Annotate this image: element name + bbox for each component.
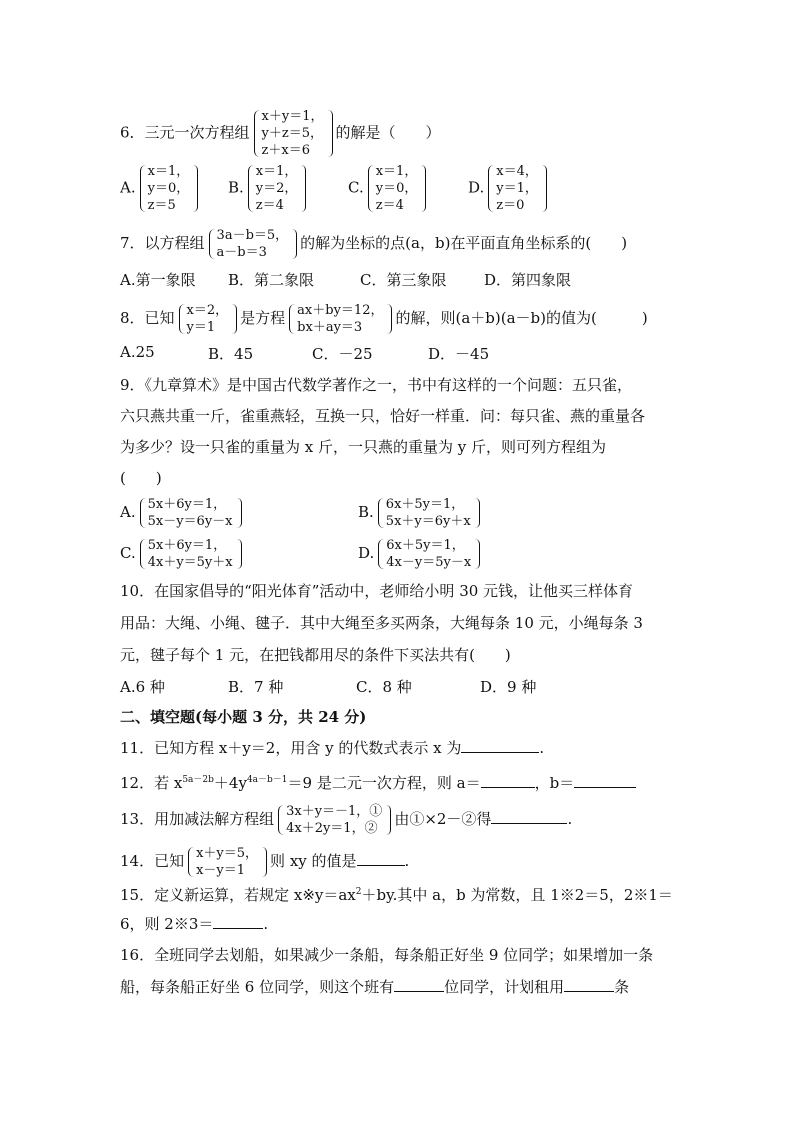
q9-option-b[interactable]: B. 6x＋5y＝1， 5x＋y＝6y＋x xyxy=(358,496,483,530)
q8-option-a[interactable]: A.25 xyxy=(120,343,155,361)
answer-blank-a[interactable] xyxy=(481,773,535,788)
answer-blank[interactable] xyxy=(491,809,567,824)
q6-option-b[interactable]: B. x＝1， y＝2， z＝4 xyxy=(228,163,309,214)
q10-line-3: 元，毽子每个 1 元，在把钱都用尽的条件下买法共有( ) xyxy=(120,646,511,664)
q9-line-1: 9．《九章算术》是中国古代数学著作之一，书中有这样的一个问题：五只雀， xyxy=(120,376,633,394)
question-14: 14．已知 x＋y＝5， x－y＝1 则 xy 的值是 . xyxy=(120,846,410,878)
answer-blank[interactable] xyxy=(461,738,539,753)
q10-option-c[interactable]: C．8 种 xyxy=(356,678,412,696)
q6-option-a[interactable]: A. x＝1， y＝0， z＝5 xyxy=(120,163,201,214)
section-heading: 二、填空题(每小题 3 分，共 24 分) xyxy=(120,708,367,726)
q9-line-4: ( ) xyxy=(120,469,162,487)
q7-option-c[interactable]: C．第三象限 xyxy=(360,271,447,289)
answer-blank-boats[interactable] xyxy=(564,977,614,992)
q9-line-2: 六只燕共重一斤，雀重燕轻，互换一只，恰好一样重．问：每只雀、燕的重量各 xyxy=(120,407,646,425)
question-7: 7．以方程组 3a－b＝5， a－b＝3 的解为坐标的点(a，b)在平面直角坐标系的( ) xyxy=(120,228,628,260)
q8-option-b[interactable]: B．45 xyxy=(208,345,254,363)
question-12: 12．若 $x^{5a-2b}+4y^{4a-b-1}=9$ 是二元一次方程，则 a＝ ，b＝ xyxy=(120,770,636,793)
question-11: 11．已知方程 x＋y＝2，用含 y 的代数式表示 x 为 . xyxy=(120,739,545,757)
question-15-line-2: 6，则 2※3＝ . xyxy=(120,915,269,933)
answer-blank[interactable] xyxy=(357,851,405,866)
q6-option-c[interactable]: C. x＝1， y＝0， z＝4 xyxy=(348,163,429,214)
question-15-line-1: 15．定义新运算，若规定 $x※y=ax^2+by$.其中 a，b 为常数，且 1※2＝5，2※1＝ xyxy=(120,886,673,904)
equation-system: x＋y＝1， y＋z＝5， z＋x＝6 xyxy=(252,108,334,159)
q9-option-c[interactable]: C. 5x＋6y＝1， 4x＋y＝5y＋x xyxy=(120,537,245,571)
q9-option-d[interactable]: D. 6x＋5y＝1， 4x－y＝5y－x xyxy=(358,537,483,571)
q10-line-1: 10．在国家倡导的“阳光体育”活动中，老师给小明 30 元钱，让他买三样体育 xyxy=(120,582,634,600)
q9-line-3: 为多少？设一只雀的重量为 x 斤，一只燕的重量为 y 斤，则可列方程组为 xyxy=(120,438,607,456)
question-6: 6．三元一次方程组 x＋y＝1， y＋z＝5， z＋x＝6 的解是（ ） xyxy=(120,109,441,158)
q7-option-b[interactable]: B．第二象限 xyxy=(228,271,315,289)
answer-blank-b[interactable] xyxy=(574,773,636,788)
q8-option-d[interactable]: D．－45 xyxy=(428,345,490,363)
q6-option-d[interactable]: D. x＝4， y＝1， z＝0 xyxy=(468,163,550,214)
question-8: 8．已知 x＝2， y＝1 是方程 ax＋by＝12， bx＋ay＝3 的解，则(a＋b)(a－b)的值为( ) xyxy=(120,303,648,335)
answer-blank-students[interactable] xyxy=(394,977,444,992)
q7-option-a[interactable]: A.第一象限 xyxy=(120,271,196,289)
q10-option-d[interactable]: D．9 种 xyxy=(480,678,537,696)
q10-option-b[interactable]: B．7 种 xyxy=(228,678,284,696)
q8-option-c[interactable]: C．－25 xyxy=(312,345,373,363)
question-16-line-1: 16．全班同学去划船，如果减少一条船，每条船正好坐 9 位同学；如果增加一条 xyxy=(120,946,654,964)
q9-option-a[interactable]: A. 5x＋6y＝1， 5x－y＝6y－x xyxy=(120,496,245,530)
q7-option-d[interactable]: D．第四象限 xyxy=(484,271,572,289)
answer-blank[interactable] xyxy=(213,914,263,929)
question-16-line-2: 船，每条船正好坐 6 位同学，则这个班有 位同学，计划租用 条 xyxy=(120,978,630,996)
question-13: 13．用加减法解方程组 3x＋y＝－1，① 4x＋2y＝1，② 由①×2－②得 . xyxy=(120,804,573,836)
q10-option-a[interactable]: A.6 种 xyxy=(120,678,165,696)
q10-line-2: 用品：大绳、小绳、毽子．其中大绳至多买两条，大绳每条 10 元，小绳每条 3 xyxy=(120,614,643,632)
